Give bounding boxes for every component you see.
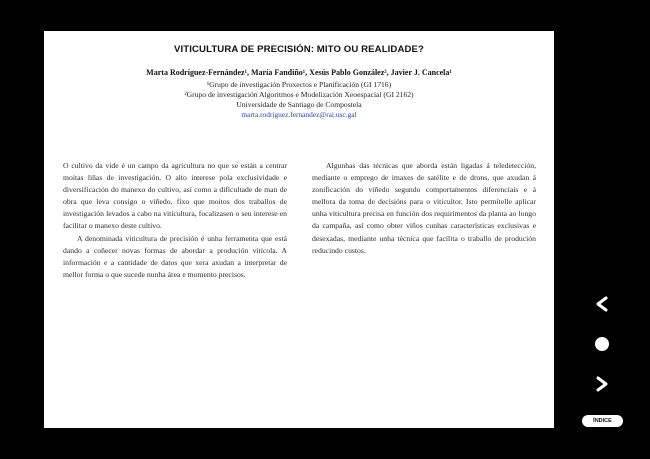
- home-button[interactable]: [590, 332, 614, 356]
- university: Universidade de Santiago de Compostela: [236, 100, 362, 109]
- document-title: VITICULTURA DE PRECISIÓN: MITO OU REALIDADE?: [174, 44, 424, 55]
- paragraph: O cultivo da vide é un campo da agricultura no que se están a centrar moitas liñas de investigación. O alto interese pola exclusividade e diversificación do manexo do cultivo, así como a dificultade de man de obra que leva consigo o viñedo, fixo que moitos dos traballos de investigación levados a cabo na viticultura, focalizasen o seu interese en facilitar o manexo deste cultivo.: [63, 161, 287, 231]
- authors: Marta Rodríguez-Fernández¹, María Fandiño¹, Xesús Pablo González², Javier J. Cancela¹: [146, 68, 452, 77]
- chevron-right-icon: [595, 376, 609, 392]
- paragraph: A denominada viticultura de precisión é unha ferramenta que está dando a coñecer novas formas de abordar a produción vitícola. A información e a cantidade de datos que xera axudan a interpretar de mellor forma o que sucede nunha área e momento precisos.: [63, 233, 287, 279]
- affiliation-2: ²Grupo de investigación Algoritmos e Modelización Xeoespacial (GI 2162): [184, 90, 414, 99]
- next-page-button[interactable]: [590, 372, 614, 396]
- paragraph: Algunhas das técnicas que aborda están ligadas á teledetección, mediante o emprego de imaxes de satélite e de drons, que axudan á zonificación do viñedo segundo comportamentos diferenciais e á mellora da toma de decisións para o viticultor. Isto permítelle aplicar unha viticultura precisa en función dos requirimentos da planta ao longo da campaña, así como obter viños cunhas características exclusivas e desexadas, mediante unha técnica que facilita o traballo de produción reducindo custos.: [312, 161, 536, 255]
- circle-icon: [595, 337, 609, 351]
- right-column: [312, 160, 536, 257]
- email-link[interactable]: marta.rodriguez.fernandez@rai.usc.gal: [241, 110, 357, 119]
- left-column: [63, 160, 287, 281]
- document-page: [44, 31, 554, 428]
- previous-page-button[interactable]: [590, 292, 614, 316]
- chevron-left-icon: [595, 296, 609, 312]
- index-button[interactable]: ÍNDICE: [582, 415, 623, 427]
- affiliation-1: ¹Grupo de investigación Proxectos e Planificación (GI 1716): [206, 80, 392, 89]
